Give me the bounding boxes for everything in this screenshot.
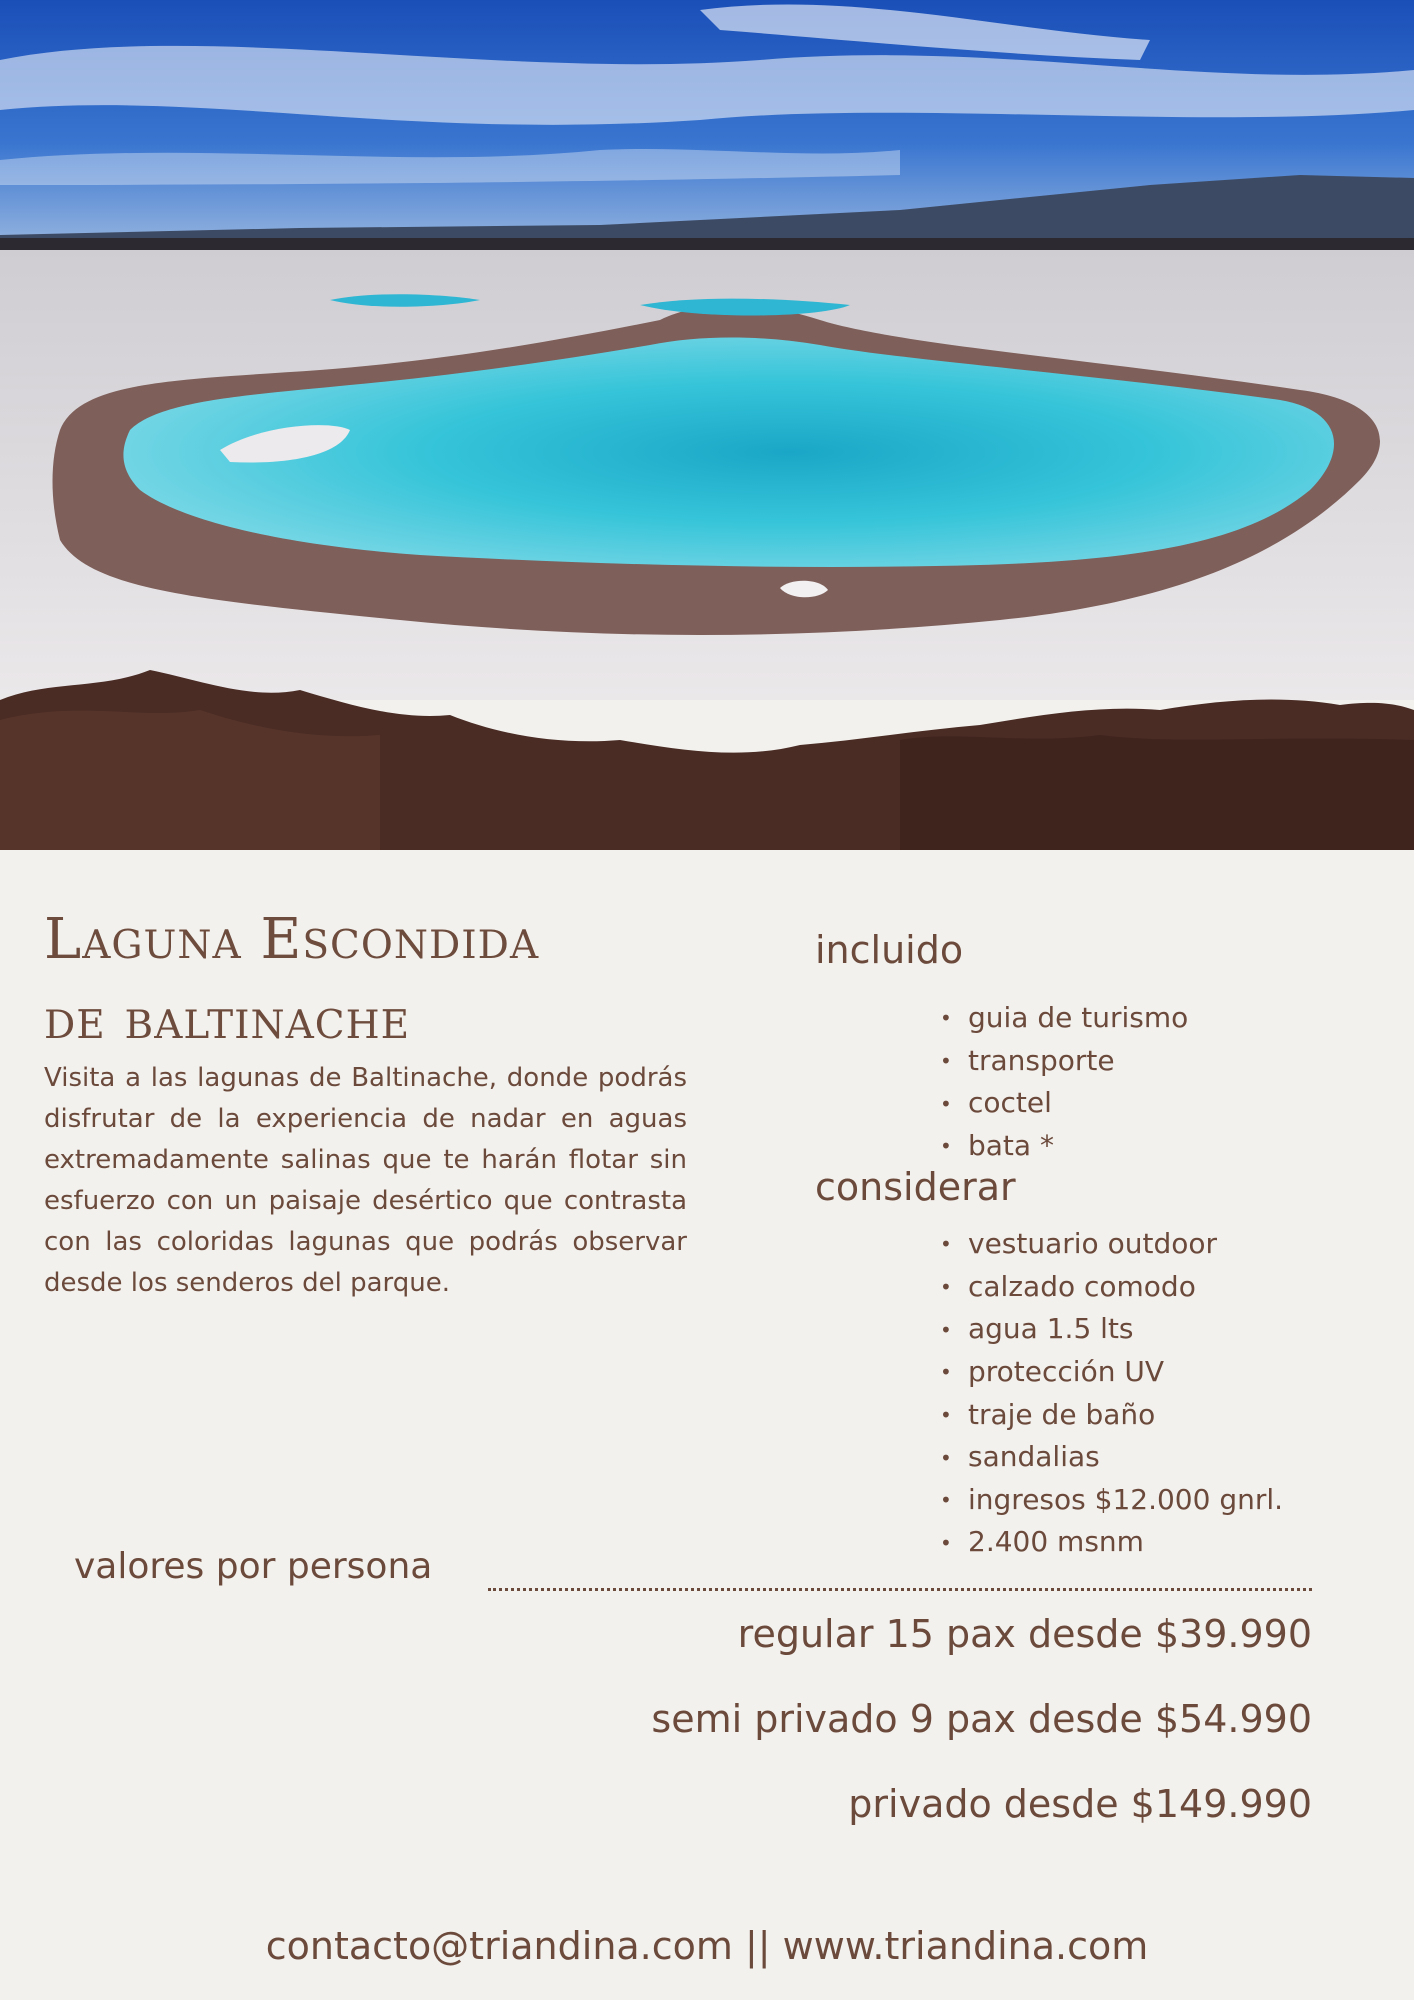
list-item: • coctel xyxy=(968,1082,1188,1125)
values-label: valores por persona xyxy=(74,1546,433,1587)
contact-info: contacto@triandina.com || www.triandina.com xyxy=(265,1924,1149,1968)
list-item: • protección UV xyxy=(968,1351,1283,1394)
list-item: • guia de turismo xyxy=(968,997,1188,1040)
tour-description: Visita a las lagunas de Baltinache, donde podrás disfrutar de la experiencia de nadar en aguas extremadamente salinas que te harán flotar sin esfuerzo con un paisaje desértico que contrasta con las coloridas lagunas que podrás observar desde los senderos del parque. xyxy=(44,1063,687,1298)
list-item: • 2.400 msnm xyxy=(968,1521,1283,1564)
consider-list xyxy=(968,1223,1283,1564)
price-regular: regular 15 pax desde $39.990 xyxy=(737,1612,1312,1656)
included-list xyxy=(968,997,1188,1168)
list-item: • traje de baño xyxy=(968,1394,1283,1437)
included-heading: incluido xyxy=(815,928,964,972)
list-item: • bata * xyxy=(968,1125,1188,1168)
dotted-leader xyxy=(488,1588,1312,1591)
list-item: • agua 1.5 lts xyxy=(968,1308,1283,1351)
list-item: • transporte xyxy=(968,1040,1188,1083)
tour-title xyxy=(44,900,724,1060)
price-semi-private: semi privado 9 pax desde $54.990 xyxy=(651,1697,1312,1741)
title-line-2: de baltinache xyxy=(44,987,411,1052)
consider-heading: considerar xyxy=(815,1165,1016,1209)
list-item: • sandalias xyxy=(968,1436,1283,1479)
list-item: • vestuario outdoor xyxy=(968,1223,1283,1266)
title-line-1: Laguna Escondida xyxy=(44,907,540,972)
hero-photo xyxy=(0,0,1414,850)
list-item: • calzado comodo xyxy=(968,1266,1283,1309)
list-item: • ingresos $12.000 gnrl. xyxy=(968,1479,1283,1522)
price-private: privado desde $149.990 xyxy=(848,1782,1312,1826)
